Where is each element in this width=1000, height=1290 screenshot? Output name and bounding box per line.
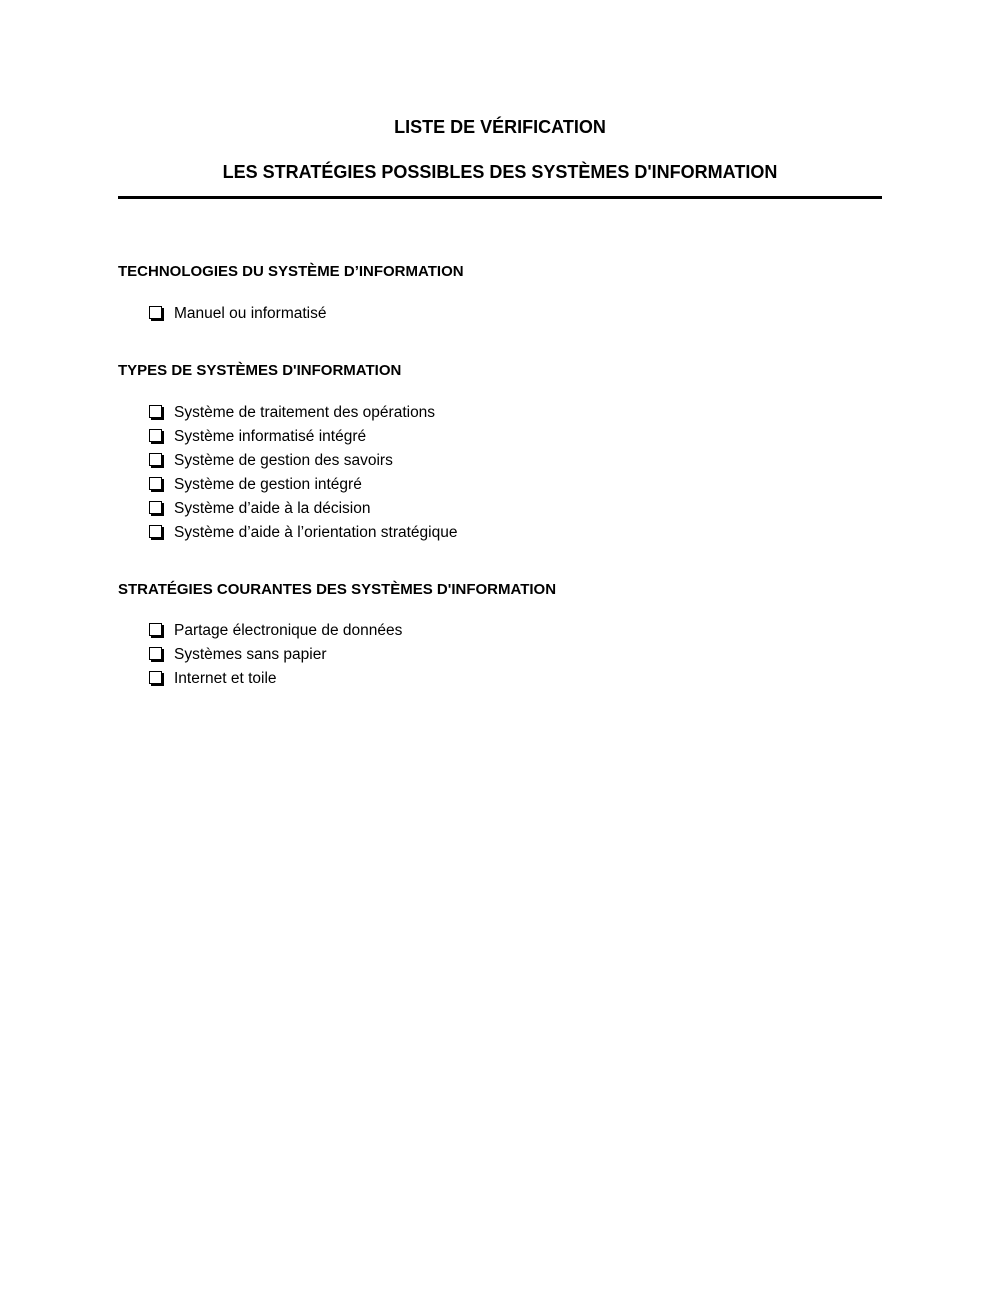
checklist-item[interactable] [149, 475, 362, 495]
checklist-item-label: Partage électronique de données [174, 622, 403, 640]
checklist-item-label: Système de gestion intégré [174, 476, 362, 494]
title-divider [118, 196, 882, 199]
checklist-item-label: Internet et toile [174, 670, 277, 688]
section-heading-strategies: STRATÉGIES COURANTES DES SYSTÈMES D'INFORMATION [118, 581, 557, 598]
checklist-item-label: Système de gestion des savoirs [174, 452, 393, 470]
checklist-item-label: Système d’aide à l’orientation stratégique [174, 524, 458, 542]
checklist-item[interactable] [149, 427, 366, 447]
checkbox-icon[interactable] [149, 671, 162, 684]
checkbox-icon[interactable] [149, 623, 162, 636]
checkbox-icon[interactable] [149, 429, 162, 442]
checklist-item[interactable] [149, 499, 370, 519]
checkbox-icon[interactable] [149, 477, 162, 490]
checklist-item[interactable] [149, 669, 277, 689]
checklist-item-label: Système d’aide à la décision [174, 500, 371, 518]
checklist-item-label: Système informatisé intégré [174, 428, 367, 446]
checklist-item[interactable] [149, 304, 327, 324]
checkbox-icon[interactable] [149, 306, 162, 319]
checkbox-icon[interactable] [149, 501, 162, 514]
checkbox-icon[interactable] [149, 525, 162, 538]
checklist-item[interactable] [149, 523, 457, 543]
checklist-item[interactable] [149, 403, 435, 423]
section-heading-technologies: TECHNOLOGIES DU SYSTÈME D’INFORMATION [118, 263, 464, 280]
checklist-item[interactable] [149, 451, 393, 471]
checklist-item-label: Systèmes sans papier [174, 646, 327, 664]
document-title: LISTE DE VÉRIFICATION [394, 117, 606, 137]
checklist-item[interactable] [149, 621, 402, 641]
checkbox-icon[interactable] [149, 647, 162, 660]
document-subtitle: LES STRATÉGIES POSSIBLES DES SYSTÈMES D'INFORMATION [222, 162, 778, 182]
checkbox-icon[interactable] [149, 453, 162, 466]
checklist-item[interactable] [149, 645, 327, 665]
section-heading-types: TYPES DE SYSTÈMES D'INFORMATION [118, 362, 402, 379]
checklist-item-label: Manuel ou informatisé [174, 305, 327, 323]
checklist-item-label: Système de traitement des opérations [174, 404, 436, 422]
checkbox-icon[interactable] [149, 405, 162, 418]
